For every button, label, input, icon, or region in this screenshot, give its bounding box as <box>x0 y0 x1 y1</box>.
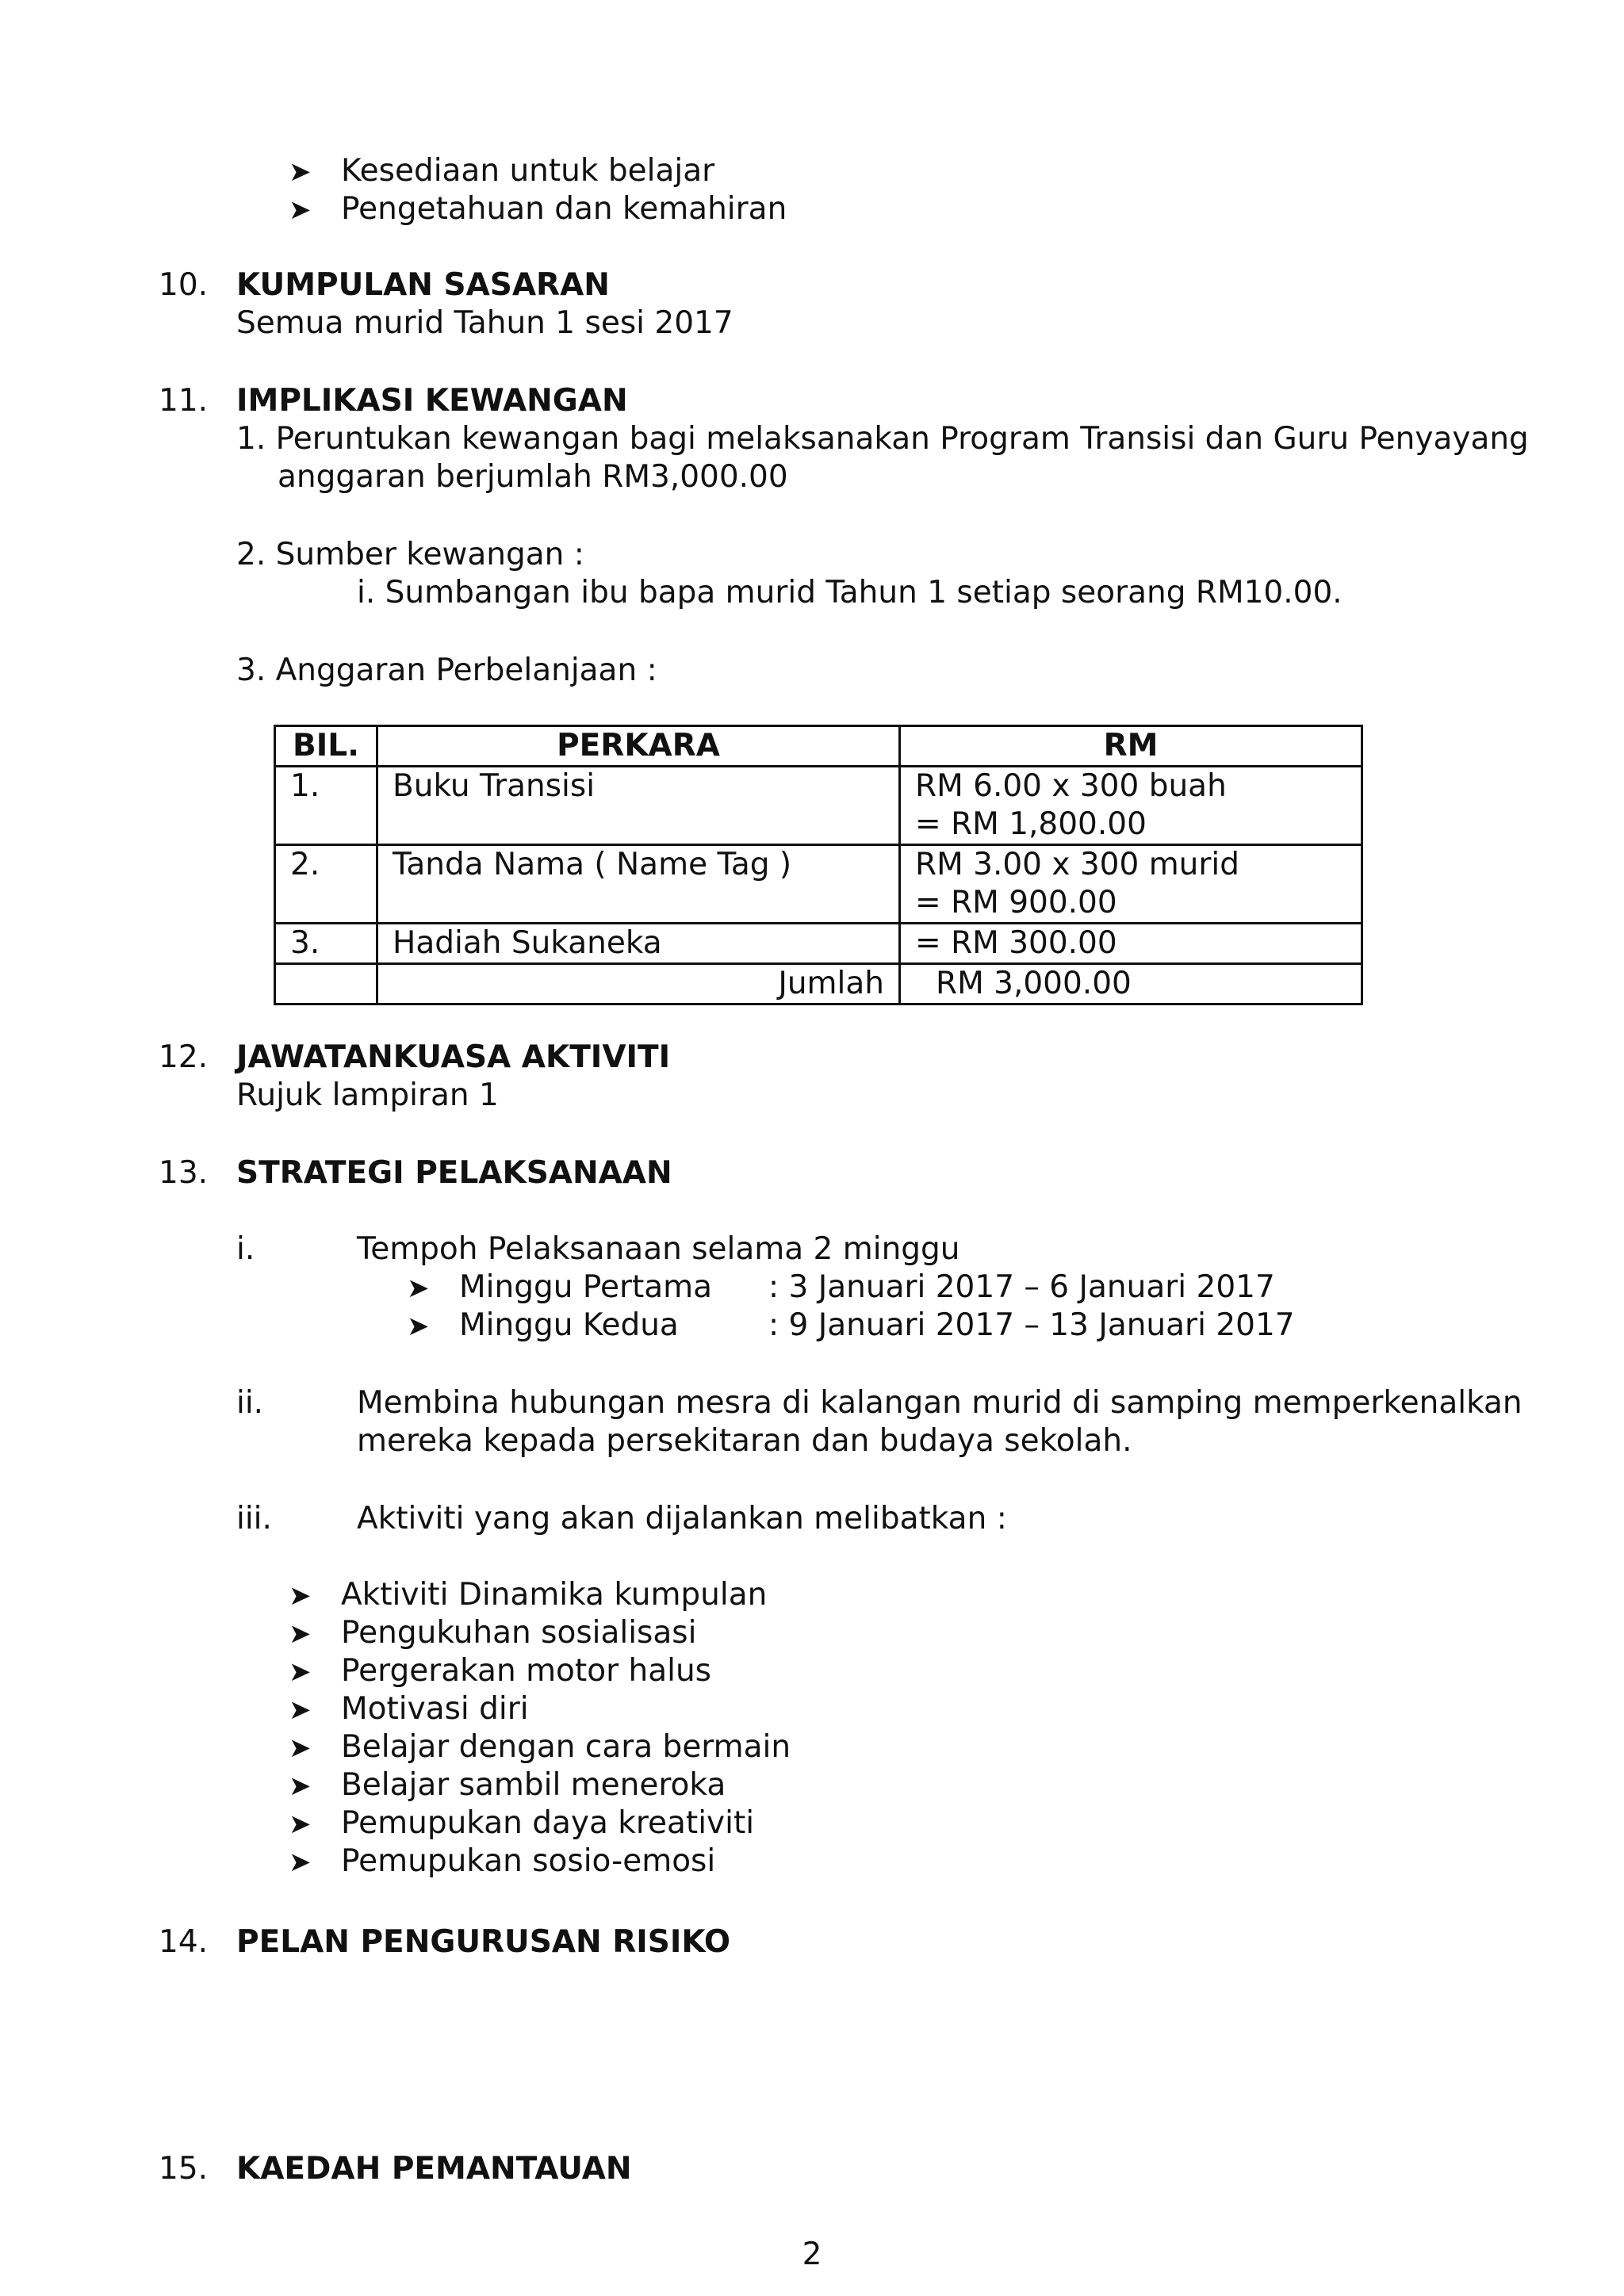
bullet-item <box>289 190 787 229</box>
cell-bil: 1. <box>275 767 377 845</box>
arrow-bullet-icon: ➤ <box>407 1311 430 1342</box>
finance-item-1: 1. Peruntukan kewangan bagi melaksanakan Program Transisi dan Guru Penyayang <box>236 421 1529 457</box>
total-value: RM 3,000.00 <box>900 964 1362 1004</box>
cell-rm <box>900 767 1362 845</box>
arrow-bullet-icon: ➤ <box>289 194 312 226</box>
strategy-text: Aktiviti yang akan dijalankan melibatkan : <box>357 1501 1007 1536</box>
activity-text: Pemupukan daya kreativiti <box>341 1805 755 1841</box>
cell-perkara: Buku Transisi <box>377 767 900 845</box>
roman-label: i. <box>236 1231 255 1267</box>
week-dates: : 3 Januari 2017 – 6 Januari 2017 <box>768 1269 1275 1305</box>
cell-empty <box>275 964 377 1004</box>
strategy-text: Membina hubungan mesra di kalangan murid di samping memperkenalkan <box>357 1385 1522 1421</box>
activity-item <box>289 1652 711 1691</box>
activity-text: Motivasi diri <box>341 1691 529 1727</box>
arrow-bullet-icon: ➤ <box>289 1846 312 1878</box>
week-name: Minggu Pertama <box>459 1269 713 1305</box>
arrow-bullet-icon: ➤ <box>289 1732 312 1764</box>
cell-rm-line: RM 6.00 x 300 buah <box>915 768 1227 804</box>
section-title: IMPLIKASI KEWANGAN <box>236 383 628 419</box>
activity-item <box>289 1843 715 1881</box>
section-number: 14. <box>159 1924 209 1960</box>
strategy-text-cont: mereka kepada persekitaran dan budaya sekolah. <box>357 1423 1132 1459</box>
section-number: 11. <box>159 383 209 419</box>
table-row <box>275 924 1362 964</box>
cell-rm-line: = RM 1,800.00 <box>915 806 1147 842</box>
page-number: 2 <box>802 2237 822 2272</box>
finance-item-2-sub: i. Sumbangan ibu bapa murid Tahun 1 setiap seorang RM10.00. <box>357 575 1342 610</box>
roman-label: iii. <box>236 1501 272 1536</box>
cell-perkara: Tanda Nama ( Name Tag ) <box>377 845 900 924</box>
cell-bil: 2. <box>275 845 377 924</box>
activity-item <box>289 1804 754 1843</box>
week-dates: : 9 Januari 2017 – 13 Januari 2017 <box>768 1307 1295 1343</box>
cell-bil: 3. <box>275 924 377 964</box>
header-perkara: PERKARA <box>377 726 900 767</box>
arrow-bullet-icon: ➤ <box>289 1770 312 1802</box>
week-item <box>407 1307 1295 1345</box>
section-title: JAWATANKUASA AKTIVITI <box>236 1039 671 1075</box>
finance-item-2: 2. Sumber kewangan : <box>236 537 584 572</box>
bullet-text: Pengetahuan dan kemahiran <box>341 191 787 227</box>
section-title: KAEDAH PEMANTAUAN <box>236 2151 632 2187</box>
activity-text: Aktiviti Dinamika kumpulan <box>341 1577 768 1613</box>
cell-rm: = RM 300.00 <box>900 924 1362 964</box>
activity-item <box>289 1690 529 1729</box>
total-label: Jumlah <box>377 964 900 1004</box>
budget-table <box>274 725 1363 1005</box>
strategy-text: Tempoh Pelaksanaan selama 2 minggu <box>357 1231 960 1267</box>
arrow-bullet-icon: ➤ <box>289 1618 312 1650</box>
arrow-bullet-icon: ➤ <box>289 1694 312 1726</box>
bullet-text: Kesediaan untuk belajar <box>341 153 715 189</box>
finance-item-3: 3. Anggaran Perbelanjaan : <box>236 652 657 688</box>
table-header-row <box>275 726 1362 767</box>
activity-item <box>289 1728 791 1767</box>
section-title: STRATEGI PELAKSANAAN <box>236 1155 672 1191</box>
week-item <box>407 1269 1275 1307</box>
arrow-bullet-icon: ➤ <box>289 1656 312 1688</box>
arrow-bullet-icon: ➤ <box>289 1808 312 1840</box>
header-bil: BIL. <box>275 726 377 767</box>
activity-text: Belajar dengan cara bermain <box>341 1729 791 1765</box>
arrow-bullet-icon: ➤ <box>289 1580 312 1612</box>
cell-rm <box>900 845 1362 924</box>
activity-item <box>289 1766 726 1805</box>
roman-label: ii. <box>236 1385 264 1421</box>
section-number: 10. <box>159 267 209 303</box>
section-text: Semua murid Tahun 1 sesi 2017 <box>236 305 733 341</box>
activity-text: Pemupukan sosio-emosi <box>341 1843 716 1879</box>
activity-text: Pengukuhan sosialisasi <box>341 1615 697 1651</box>
cell-rm-line: RM 3.00 x 300 murid <box>915 847 1240 882</box>
activity-item <box>289 1576 767 1615</box>
section-title: PELAN PENGURUSAN RISIKO <box>236 1924 730 1960</box>
arrow-bullet-icon: ➤ <box>407 1272 430 1304</box>
cell-perkara: Hadiah Sukaneka <box>377 924 900 964</box>
activity-item <box>289 1614 696 1653</box>
table-row <box>275 767 1362 845</box>
section-title: KUMPULAN SASARAN <box>236 267 610 303</box>
section-text: Rujuk lampiran 1 <box>236 1077 499 1113</box>
cell-rm-line: = RM 900.00 <box>915 885 1117 920</box>
table-total-row <box>275 964 1362 1004</box>
activity-text: Pergerakan motor halus <box>341 1653 711 1689</box>
section-number: 15. <box>159 2151 209 2187</box>
activity-text: Belajar sambil meneroka <box>341 1767 726 1803</box>
table-row <box>275 845 1362 924</box>
finance-item-1-cont: anggaran berjumlah RM3,000.00 <box>278 459 788 495</box>
section-number: 13. <box>159 1155 209 1191</box>
header-rm: RM <box>900 726 1362 767</box>
arrow-bullet-icon: ➤ <box>289 156 312 188</box>
bullet-item <box>289 152 714 191</box>
section-number: 12. <box>159 1039 209 1075</box>
week-name: Minggu Kedua <box>459 1307 679 1343</box>
